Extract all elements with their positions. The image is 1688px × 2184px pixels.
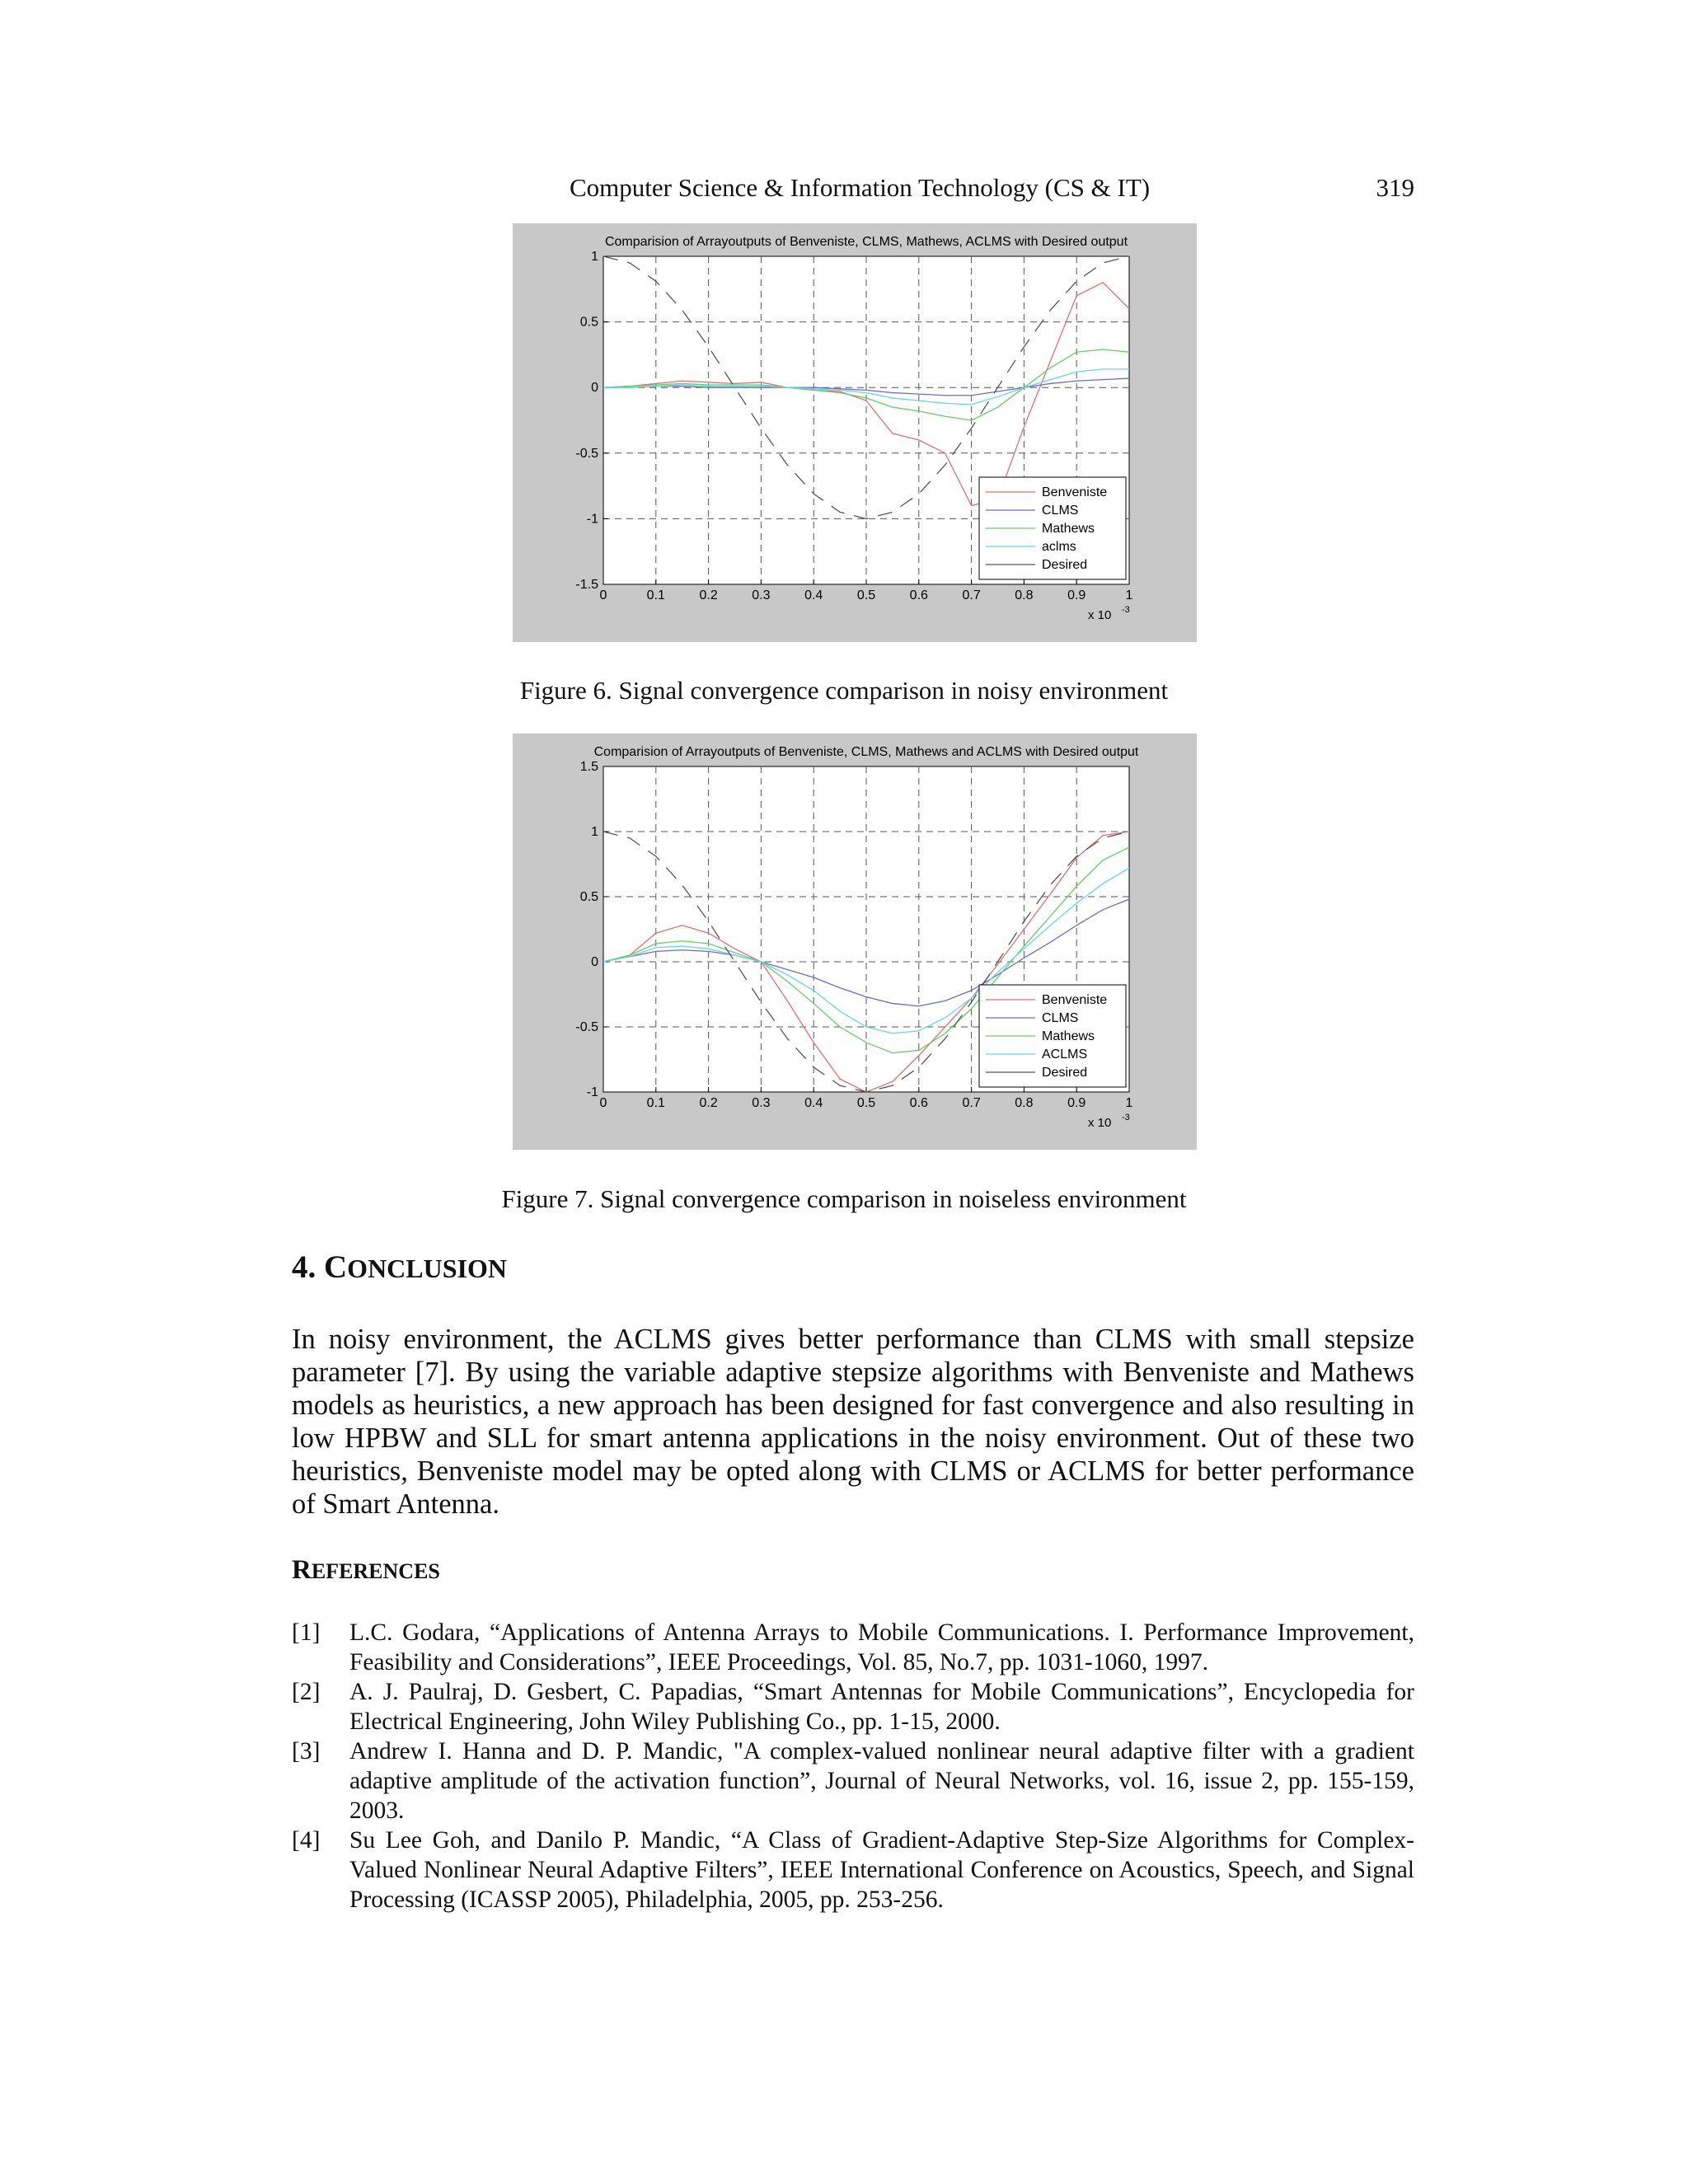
section-title-rest: ONCLUSION (347, 1254, 507, 1283)
legend-label: Desired (1042, 558, 1088, 572)
figure-6-chart (513, 223, 1197, 642)
x-multiplier-label: x 10 (1088, 608, 1112, 622)
page-header (292, 173, 1414, 209)
reference-text: Andrew I. Hanna and D. P. Mandic, "A complex-valued nonlinear neural adaptive filter with a gradient adaptive amplitude of the activation function”, Journal of Neural Networks, vol. 16, issue 2, pp. 155-159, 2003. (349, 1738, 1414, 1824)
x-tick-label: 0.1 (646, 1096, 665, 1110)
conclusion-paragraph: In noisy environment, the ACLMS gives better performance than CLMS with small stepsize parameter [7]. By using the variable adaptive stepsize algorithms with Benveniste and Mathews models as heuristics, a new approach has been designed for fast convergence and also resulting in low HPBW and SLL for smart antenna applications in the noisy environment. Out of these two heuristics, Benveniste model may be opted along with CLMS or ACLMS for better performance of Smart Antenna. (292, 1324, 1414, 1520)
x-tick-label: 0.2 (699, 588, 718, 602)
reference-item (292, 1618, 1414, 1677)
x-tick-label: 0.5 (856, 588, 876, 602)
x-tick-label: 0.4 (804, 588, 823, 602)
legend-label: Mathews (1042, 1029, 1095, 1043)
y-tick-label: 0 (591, 381, 598, 396)
figure-7-caption: Figure 7. Signal convergence comparison in noiseless environment (501, 1184, 1187, 1213)
reference-number: [4] (292, 1827, 321, 1854)
x-tick-label: 0.7 (962, 1096, 981, 1110)
y-tick-label: -1 (586, 512, 598, 527)
reference-number: [3] (292, 1738, 321, 1765)
x-tick-label: 0.9 (1067, 588, 1086, 602)
section-heading (292, 1249, 507, 1286)
x-tick-label: 0 (599, 588, 607, 602)
x-tick-label: 0.2 (699, 1096, 718, 1110)
reference-number: [2] (292, 1679, 321, 1705)
section-number: 4. (292, 1249, 316, 1285)
reference-number: [1] (292, 1619, 321, 1646)
y-tick-label: 0.5 (579, 890, 598, 904)
legend-label: CLMS (1042, 1011, 1079, 1025)
x-tick-label: 1 (1125, 1096, 1133, 1110)
y-tick-label: -1.5 (575, 578, 598, 592)
legend-label: Benveniste (1042, 485, 1108, 499)
x-tick-label: 0.8 (1015, 588, 1034, 602)
reference-item (292, 1825, 1414, 1915)
chart-svg (513, 223, 1197, 642)
x-tick-label: 0.6 (909, 588, 928, 602)
reference-text: Su Lee Goh, and Danilo P. Mandic, “A Class of Gradient-Adaptive Step-Size Algorithms for Complex-Valued Nonlinear Neural Adaptive Filters”, IEEE International Conference on Acoustics, Speech, and Signal Processing (ICASSP 2005), Philadelphia, 2005, pp. 253-256. (349, 1827, 1414, 1913)
references-title-first: R (292, 1555, 312, 1585)
y-tick-label: 0.5 (579, 315, 598, 330)
x-tick-label: 0.3 (752, 588, 771, 602)
references-list (292, 1618, 1414, 1915)
y-tick-label: -1 (586, 1085, 598, 1099)
x-tick-label: 0.9 (1067, 1096, 1086, 1110)
x-tick-label: 0.5 (856, 1096, 876, 1110)
x-multiplier-exponent: -3 (1122, 605, 1130, 615)
x-tick-label: 0.8 (1015, 1096, 1034, 1110)
legend-label: ACLMS (1042, 1047, 1088, 1062)
chart-title: Comparision of Arrayoutputs of Benveniste, CLMS, Mathews, ACLMS with Desired output (604, 235, 1128, 249)
x-tick-label: 0 (599, 1096, 607, 1110)
y-tick-label: 1 (591, 250, 598, 264)
legend-label: Benveniste (1042, 993, 1108, 1007)
y-tick-label: -0.5 (575, 446, 598, 461)
y-tick-label: 1 (591, 825, 598, 839)
x-tick-label: 0.1 (646, 588, 665, 602)
legend-label: CLMS (1042, 504, 1079, 518)
references-heading (292, 1555, 440, 1586)
x-tick-label: 0.3 (752, 1096, 771, 1110)
y-tick-label: 1.5 (579, 760, 598, 774)
figure-6-caption: Figure 6. Signal convergence comparison in noisy environment (519, 676, 1169, 705)
x-tick-label: 0.7 (962, 588, 981, 602)
reference-item (292, 1736, 1414, 1825)
x-tick-label: 0.6 (909, 1096, 928, 1110)
figure-7-chart (513, 733, 1197, 1150)
legend-label: aclms (1042, 540, 1076, 554)
section-title-first: C (324, 1249, 348, 1285)
running-title: Computer Science & Information Technology (CS & IT) (570, 173, 1151, 202)
y-tick-label: 0 (591, 955, 598, 969)
chart-svg (513, 733, 1197, 1150)
x-tick-label: 1 (1125, 588, 1133, 602)
x-multiplier-exponent: -3 (1122, 1113, 1130, 1122)
y-tick-label: -0.5 (575, 1020, 598, 1034)
reference-item (292, 1677, 1414, 1736)
legend-label: Desired (1042, 1066, 1088, 1080)
page-number: 319 (1376, 173, 1414, 202)
x-tick-label: 0.4 (804, 1096, 823, 1110)
legend-label: Mathews (1042, 522, 1095, 536)
references-title-rest: EFERENCES (311, 1559, 440, 1583)
reference-text: L.C. Godara, “Applications of Antenna Arrays to Mobile Communications. I. Performance Improvement, Feasibility and Considerations”, IEEE Proceedings, Vol. 85, No.7, pp. 1031-1060, 1997. (349, 1619, 1414, 1675)
x-multiplier-label: x 10 (1088, 1116, 1112, 1130)
chart-title: Comparision of Arrayoutputs of Benveniste, CLMS, Mathews and ACLMS with Desired output (593, 745, 1139, 759)
reference-text: A. J. Paulraj, D. Gesbert, C. Papadias, “Smart Antennas for Mobile Communications”, Encyclopedia for Electrical Engineering, John Wiley Publishing Co., pp. 1-15, 2000. (349, 1679, 1414, 1735)
